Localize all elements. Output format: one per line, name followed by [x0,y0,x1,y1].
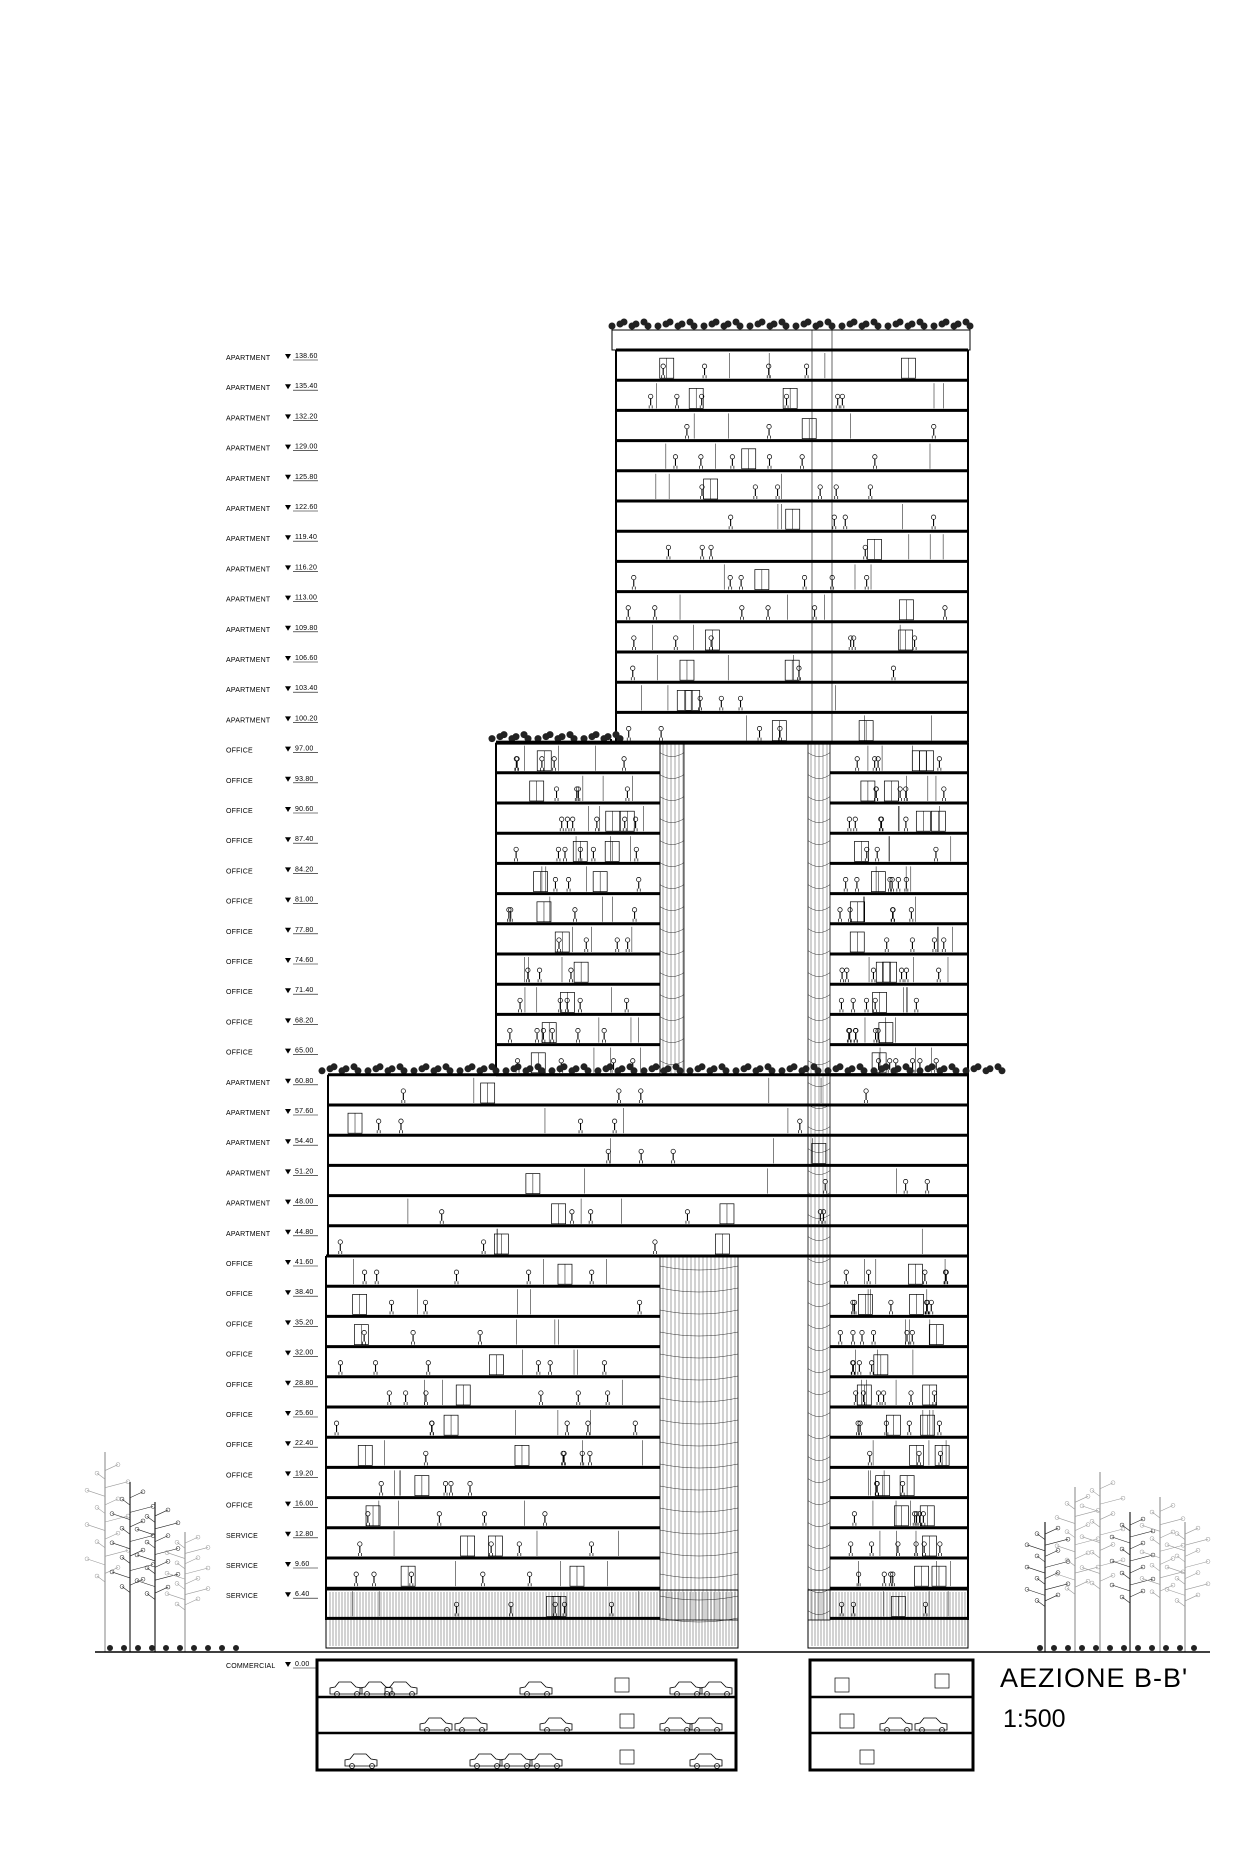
level-elevation: 84.20 [295,866,314,874]
level-elevation: 81.00 [295,896,314,904]
level-use: APARTMENT [226,687,271,695]
level-use: OFFICE [226,808,253,815]
level-elevation: 129.00 [295,443,318,451]
level-elevation: 32.00 [295,1349,314,1357]
level-use: APARTMENT [226,536,271,544]
level-elevation: 109.80 [295,624,318,632]
level-use: APARTMENT [226,596,271,604]
level-use: OFFICE [226,1261,253,1268]
level-use: SERVICE [226,1593,259,1601]
level-elevation: 71.40 [295,987,314,995]
level-use: APARTMENT [226,717,271,725]
level-use: OFFICE [226,1442,253,1450]
level-elevation: 28.80 [295,1379,314,1387]
level-elevation: 35.20 [295,1319,314,1327]
level-use: OFFICE [226,747,253,755]
level-elevation: 122.60 [295,504,318,511]
level-elevation: 97.00 [295,745,314,753]
level-elevation: 106.60 [295,655,318,662]
level-elevation: 22.40 [295,1440,314,1448]
level-use: SERVICE [226,1532,259,1540]
level-use: OFFICE [226,1472,253,1480]
level-elevation: 57.60 [295,1108,314,1115]
level-elevation: 54.40 [295,1138,314,1146]
level-use: APARTMENT [226,1230,271,1238]
level-elevation: 44.80 [295,1228,314,1236]
level-elevation: 74.60 [295,957,314,964]
level-use: OFFICE [226,989,253,997]
level-elevation: 135.40 [295,383,318,391]
level-use: APARTMENT [226,385,271,393]
level-use: OFFICE [226,928,253,936]
level-elevation: 103.40 [295,685,318,693]
level-elevation: 51.20 [295,1168,314,1176]
level-use: OFFICE [226,1049,253,1057]
level-elevation: 90.60 [295,806,314,813]
level-use: APARTMENT [226,475,271,483]
level-use: OFFICE [226,838,253,846]
level-use: APARTMENT [226,1170,271,1178]
level-elevation: 119.40 [295,534,318,542]
level-use: APARTMENT [226,1079,271,1087]
level-elevation: 132.20 [295,413,318,421]
level-use: APARTMENT [226,1110,271,1117]
level-use: OFFICE [226,1502,253,1510]
level-use: OFFICE [226,1321,253,1329]
level-use: OFFICE [226,777,253,785]
level-use: OFFICE [226,868,253,876]
level-use: APARTMENT [226,1200,271,1208]
level-use: OFFICE [226,898,253,906]
level-use: COMMERCIAL [226,1663,276,1670]
level-use: OFFICE [226,1381,253,1389]
level-elevation: 113.00 [295,594,318,602]
level-use: OFFICE [226,1019,253,1027]
level-elevation: 19.20 [295,1470,314,1478]
level-use: APARTMENT [226,506,271,513]
level-use: APARTMENT [226,415,271,423]
level-use: APARTMENT [226,445,271,453]
level-elevation: 138.60 [295,353,318,360]
level-elevation: 68.20 [295,1017,314,1025]
level-elevation: 16.00 [295,1500,314,1508]
section-title: AEZIONE B-B' [1000,1663,1189,1693]
level-use: OFFICE [226,1291,253,1299]
level-elevation: 60.80 [295,1077,314,1085]
level-elevation: 38.40 [295,1289,314,1297]
level-elevation: 0.00 [295,1661,310,1668]
level-use: OFFICE [226,1412,253,1419]
level-use: APARTMENT [226,566,271,574]
level-elevation: 100.20 [295,715,318,723]
level-elevation: 6.40 [295,1591,310,1599]
level-elevation: 9.60 [295,1561,310,1568]
level-use: APARTMENT [226,355,271,362]
drawing-scale: 1:500 [1003,1705,1066,1733]
level-use: APARTMENT [226,626,271,634]
level-use: APARTMENT [226,657,271,664]
level-use: SERVICE [226,1563,259,1570]
level-use: OFFICE [226,959,253,966]
level-elevation: 48.00 [295,1198,314,1206]
level-elevation: 12.80 [295,1530,314,1538]
level-elevation: 116.20 [295,564,318,572]
level-elevation: 77.80 [295,926,314,934]
level-use: APARTMENT [226,1140,271,1148]
level-elevation: 41.60 [295,1259,314,1266]
level-elevation: 87.40 [295,836,314,844]
level-elevation: 93.80 [295,775,314,783]
level-use: OFFICE [226,1351,253,1359]
level-elevation: 25.60 [295,1410,314,1417]
level-elevation: 125.80 [295,473,318,481]
level-elevation: 65.00 [295,1047,314,1055]
